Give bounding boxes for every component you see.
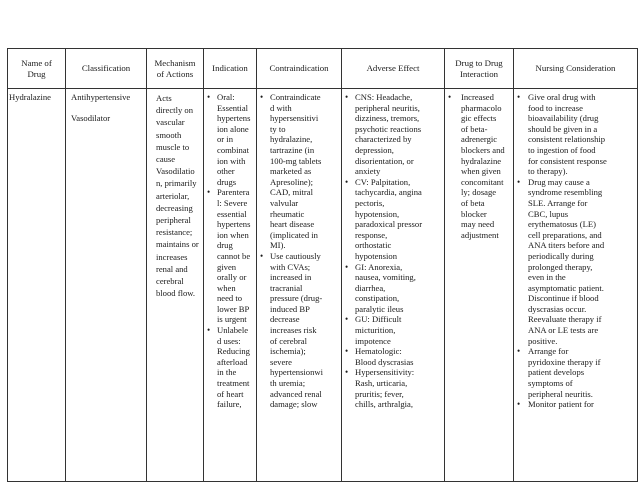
list-item-line: blocker — [461, 208, 487, 219]
mechanism-line: blood flow. — [156, 288, 196, 299]
list-item-line: psychotic reactions — [355, 123, 422, 134]
indication-item — [206, 92, 254, 187]
list-item-line: failure, — [217, 399, 242, 410]
list-item-line: to ingestion of food — [528, 144, 596, 155]
list-item-line: ion with — [217, 155, 246, 166]
header-indication — [204, 49, 257, 89]
list-item-line: ty to — [270, 123, 286, 134]
list-item-line: d uses: — [217, 335, 241, 346]
list-item-line: (implicated in — [270, 229, 318, 240]
mechanism-line: maintains or — [156, 239, 199, 250]
nursing-consideration-item — [516, 177, 635, 347]
list-item-line: symptoms of — [528, 378, 573, 389]
list-item-line: peripheral neuritis. — [528, 388, 593, 399]
list-item-line: th uremia; — [270, 378, 306, 389]
list-item-line: SLE. Arrange for — [528, 197, 588, 208]
header-label-line: Mechanism — [154, 57, 196, 68]
list-item-line: Discontinue if blood — [528, 293, 599, 304]
bullet-icon: • — [345, 261, 349, 272]
bullet-icon: • — [260, 250, 264, 261]
list-item-line: advanced renal — [270, 388, 322, 399]
mechanism-line: increases — [156, 251, 188, 262]
mechanism-line: muscle to — [156, 141, 190, 152]
list-item-line: asymptomatic patient. — [528, 282, 604, 293]
adverse-effect-item — [344, 314, 442, 346]
list-item-line: other — [217, 166, 235, 177]
list-item-line: Oral: — [217, 92, 235, 102]
mechanism-line: peripheral — [156, 215, 191, 226]
list-item-line: heart disease — [270, 219, 315, 230]
list-item-line: hydralazine — [461, 155, 502, 166]
list-item-line: pectoris, — [355, 197, 385, 208]
list-item-line: hydralazine, — [270, 134, 313, 145]
list-item-line: drugs — [217, 176, 237, 187]
list-item-line: Unlabele — [217, 325, 249, 336]
nursing-consideration-item — [516, 92, 635, 177]
bullet-icon: • — [517, 176, 521, 187]
header-label-line: Indication — [212, 63, 248, 73]
mechanism-line: n, primarily — [156, 178, 197, 189]
header-nursing-consideration — [514, 49, 638, 89]
list-item-line: Parentera — [217, 187, 250, 198]
list-item-line: CBC, lupus — [528, 208, 569, 219]
list-item-line: Rash, urticaria, — [355, 378, 408, 389]
drug-interaction-item — [447, 92, 511, 240]
list-item-line: consistent relationship — [528, 134, 606, 145]
list-item-line: ischemia); — [270, 346, 306, 357]
adverse-effect-item — [344, 367, 442, 409]
adverse-effect-item — [344, 177, 442, 262]
contraindication-list — [259, 92, 339, 410]
list-item-line: hypotension — [355, 250, 398, 261]
list-item-line: in the — [217, 367, 237, 378]
contraindication-item — [259, 251, 339, 410]
nursing-consideration-list — [516, 92, 635, 410]
list-item-line: need to — [217, 293, 243, 304]
cell-classification — [66, 89, 147, 482]
list-item-line: when given — [461, 166, 501, 177]
header-label-line: Contraindication — [269, 63, 329, 73]
list-item-line: increases risk — [270, 325, 317, 336]
list-item-line: of beta- — [461, 123, 488, 134]
header-label-line: Drug — [27, 68, 46, 79]
list-item-line: tracranial — [270, 282, 303, 293]
list-item-line: increased in — [270, 272, 312, 283]
mechanism-text — [147, 89, 203, 299]
list-item-line: cell preparations, and — [528, 229, 602, 240]
list-item-line: damage; slow — [270, 399, 318, 410]
list-item-line: ion when — [217, 229, 249, 240]
list-item-line: combinat — [217, 144, 249, 155]
list-item-line: CNS: Headache, — [355, 92, 413, 102]
list-item-line: cannot be — [217, 250, 251, 261]
adverse-effect-list — [344, 92, 442, 410]
list-item-line: severe — [270, 356, 292, 367]
list-item-line: concomitant — [461, 176, 504, 187]
list-item-line: food to increase — [528, 102, 583, 113]
list-item-line: adrenergic — [461, 134, 498, 145]
drug-name: Hydralazine — [9, 92, 51, 102]
cell-nursing-consideration — [514, 89, 638, 482]
drug-interaction-list — [447, 92, 511, 240]
list-item-line: lower BP — [217, 303, 250, 314]
cell-mechanism — [147, 89, 204, 482]
cell-contraindication — [257, 89, 342, 482]
list-item-line: paradoxical pressor — [355, 219, 423, 230]
cell-indication — [204, 89, 257, 482]
list-item-line: GI: Anorexia, — [355, 261, 403, 272]
list-item-line: Give oral drug with — [528, 92, 596, 102]
list-item-line: characterized by — [355, 134, 412, 145]
mechanism-line: cerebral — [156, 276, 184, 287]
list-item-line: essential — [217, 208, 247, 219]
list-item-line: hypertens — [217, 219, 251, 230]
bullet-icon: • — [345, 346, 349, 357]
list-item-line: of heart — [217, 388, 244, 399]
list-item-line: bioavailability (drug — [528, 113, 599, 124]
list-item-line: prolonged therapy, — [528, 261, 593, 272]
header-name-of-drug — [8, 49, 66, 89]
bullet-icon: • — [207, 325, 211, 336]
mechanism-line: decreasing — [156, 202, 193, 213]
list-item-line: pyridoxine therapy if — [528, 356, 601, 367]
list-item-line: peripheral neuritis, — [355, 102, 420, 113]
mechanism-line: renal and — [156, 263, 188, 274]
list-item-line: dyscrasias occur. — [528, 303, 587, 314]
list-item-line: anxiety — [355, 166, 381, 177]
adverse-effect-item — [344, 346, 442, 367]
indication-item — [206, 325, 254, 410]
list-item-line: Arrange for — [528, 346, 569, 357]
indication-list — [206, 92, 254, 410]
header-label-line: Name of — [21, 57, 52, 68]
list-item-line: valvular — [270, 197, 299, 208]
cell-drug-interaction — [445, 89, 514, 482]
indication-item — [206, 187, 254, 325]
list-item-line: dizziness, tremors, — [355, 113, 420, 124]
list-item-line: hypersensitivi — [270, 113, 319, 124]
mechanism-line: smooth — [156, 129, 182, 140]
list-item-line: hypertensionwi — [270, 367, 323, 378]
mechanism-line: vascular — [156, 117, 185, 128]
bullet-icon: • — [345, 176, 349, 187]
list-item-line: Essential — [217, 102, 249, 113]
list-item-line: of cerebral — [270, 335, 307, 346]
list-item-line: decrease — [270, 314, 300, 325]
bullet-icon: • — [345, 367, 349, 378]
list-item-line: paralytic ileus — [355, 303, 404, 314]
mechanism-line: Acts — [156, 93, 172, 103]
list-item-line: treatment — [217, 378, 250, 389]
list-item-line: pharmacolo — [461, 102, 502, 113]
list-item-line: d with — [270, 102, 292, 113]
bullet-icon: • — [345, 314, 349, 325]
list-item-line: CAD, mitral — [270, 187, 313, 198]
list-item-line: Increased — [461, 92, 494, 102]
list-item-line: induced BP — [270, 303, 310, 314]
list-item-line: syndrome resembling — [528, 187, 603, 198]
list-item-line: when — [217, 282, 236, 293]
nursing-consideration-item — [516, 346, 635, 399]
list-item-line: should be given in a — [528, 123, 598, 134]
list-item-line: may need — [461, 219, 495, 230]
list-item-line: hypertens — [217, 113, 251, 124]
list-item-line: of beta — [461, 197, 485, 208]
list-item-line: pruritis; fever, — [355, 388, 404, 399]
list-item-line: Apresoline); — [270, 176, 313, 187]
list-item-line: patient develops — [528, 367, 585, 378]
mechanism-line: directly on — [156, 105, 193, 116]
list-item-line: gic effects — [461, 113, 497, 124]
list-item-line: MI). — [270, 240, 286, 251]
mechanism-line: cause — [156, 154, 176, 165]
list-item-line: response, — [355, 229, 388, 240]
list-item-line: disorientation, or — [355, 155, 414, 166]
header-classification — [66, 49, 147, 89]
header-drug-interaction — [445, 49, 514, 89]
list-item-line: Reducing — [217, 346, 250, 357]
classification-primary: Antihypertensive — [71, 92, 131, 102]
list-item-line: Contraindicate — [270, 92, 321, 102]
list-item-line: constipation, — [355, 293, 400, 304]
bullet-icon: • — [260, 92, 264, 102]
list-item-line: positive. — [528, 335, 558, 346]
cell-drug-name — [8, 89, 66, 482]
list-item-line: rheumatic — [270, 208, 305, 219]
header-label-line: Drug to Drug — [455, 57, 503, 68]
table-row — [8, 89, 638, 482]
list-item-line: or in — [217, 134, 233, 145]
list-item-line: afterload — [217, 356, 248, 367]
list-item-line: Blood dyscrasias — [355, 356, 414, 367]
list-item-line: ANA or LE tests are — [528, 325, 599, 336]
header-mechanism — [147, 49, 204, 89]
list-item-line: 100-mg tablets — [270, 155, 322, 166]
header-label-line: of Actions — [156, 68, 194, 79]
header-label-line: Nursing Consideration — [535, 63, 616, 73]
contraindication-item — [259, 92, 339, 251]
bullet-icon: • — [517, 346, 521, 357]
list-item-line: nausea, vomiting, — [355, 272, 416, 283]
bullet-icon: • — [517, 399, 521, 410]
list-item-line: blockers and — [461, 144, 505, 155]
list-item-line: micturition, — [355, 325, 396, 336]
list-item-line: marketed as — [270, 166, 312, 177]
list-item-line: CV: Palpitation, — [355, 176, 411, 187]
classification-secondary: Vasodilator — [71, 112, 111, 123]
mechanism-line: arteriolar, — [156, 190, 190, 201]
bullet-icon: • — [448, 92, 452, 102]
list-item-line: GU: Difficult — [355, 314, 402, 325]
list-item-line: ion alone — [217, 123, 249, 134]
mechanism-line: Vasodilatio — [156, 166, 195, 177]
bullet-icon: • — [517, 92, 521, 102]
list-item-line: adjustment — [461, 229, 499, 240]
adverse-effect-item — [344, 92, 442, 177]
bullet-icon: • — [345, 92, 349, 102]
cell-adverse-effect — [342, 89, 445, 482]
list-item-line: drug — [217, 240, 233, 251]
header-label-line: Interaction — [459, 68, 499, 79]
list-item-line: with CVAs; — [270, 261, 311, 272]
list-item-line: Drug may cause a — [528, 176, 590, 187]
list-item-line: for consistent response — [528, 155, 607, 166]
list-item-line: ly; dosage — [461, 187, 497, 198]
list-item-line: orthostatic — [355, 240, 392, 251]
list-item-line: pressure (drug- — [270, 293, 323, 304]
list-item-line: to therapy). — [528, 166, 568, 177]
list-item-line: tachycardia, angina — [355, 187, 422, 198]
list-item-line: erythematosus (LE) — [528, 219, 597, 230]
list-item-line: hypotension, — [355, 208, 400, 219]
list-item-line: Reevaluate therapy if — [528, 314, 602, 325]
bullet-icon: • — [207, 187, 211, 198]
list-item-line: even in the — [528, 272, 566, 283]
list-item-line: Hematologic: — [355, 346, 402, 357]
mechanism-line: resistance; — [156, 227, 193, 238]
bullet-icon: • — [207, 92, 211, 102]
list-item-line: chills, arthralgia, — [355, 399, 413, 410]
nursing-consideration-item — [516, 399, 635, 410]
list-item-line: diarrhea, — [355, 282, 386, 293]
header-label-line: Adverse Effect — [366, 63, 420, 73]
header-adverse-effect — [342, 49, 445, 89]
adverse-effect-item — [344, 262, 442, 315]
list-item-line: is urgent — [217, 314, 247, 325]
drug-card-table — [7, 48, 638, 482]
list-item-line: Hypersensitivity: — [355, 367, 415, 378]
list-item-line: orally or — [217, 272, 247, 283]
list-item-line: depression, — [355, 144, 394, 155]
list-item-line: Monitor patient for — [528, 399, 594, 410]
list-item-line: ANA titers before and — [528, 240, 605, 251]
header-contraindication — [257, 49, 342, 89]
list-item-line: Use cautiously — [270, 250, 321, 261]
list-item-line: l: Severe — [217, 197, 248, 208]
list-item-line: periodically during — [528, 250, 594, 261]
list-item-line: given — [217, 261, 237, 272]
header-label-line: Classification — [81, 63, 131, 73]
header-row — [8, 49, 638, 89]
list-item-line: tartrazine (in — [270, 144, 315, 155]
list-item-line: impotence — [355, 335, 391, 346]
